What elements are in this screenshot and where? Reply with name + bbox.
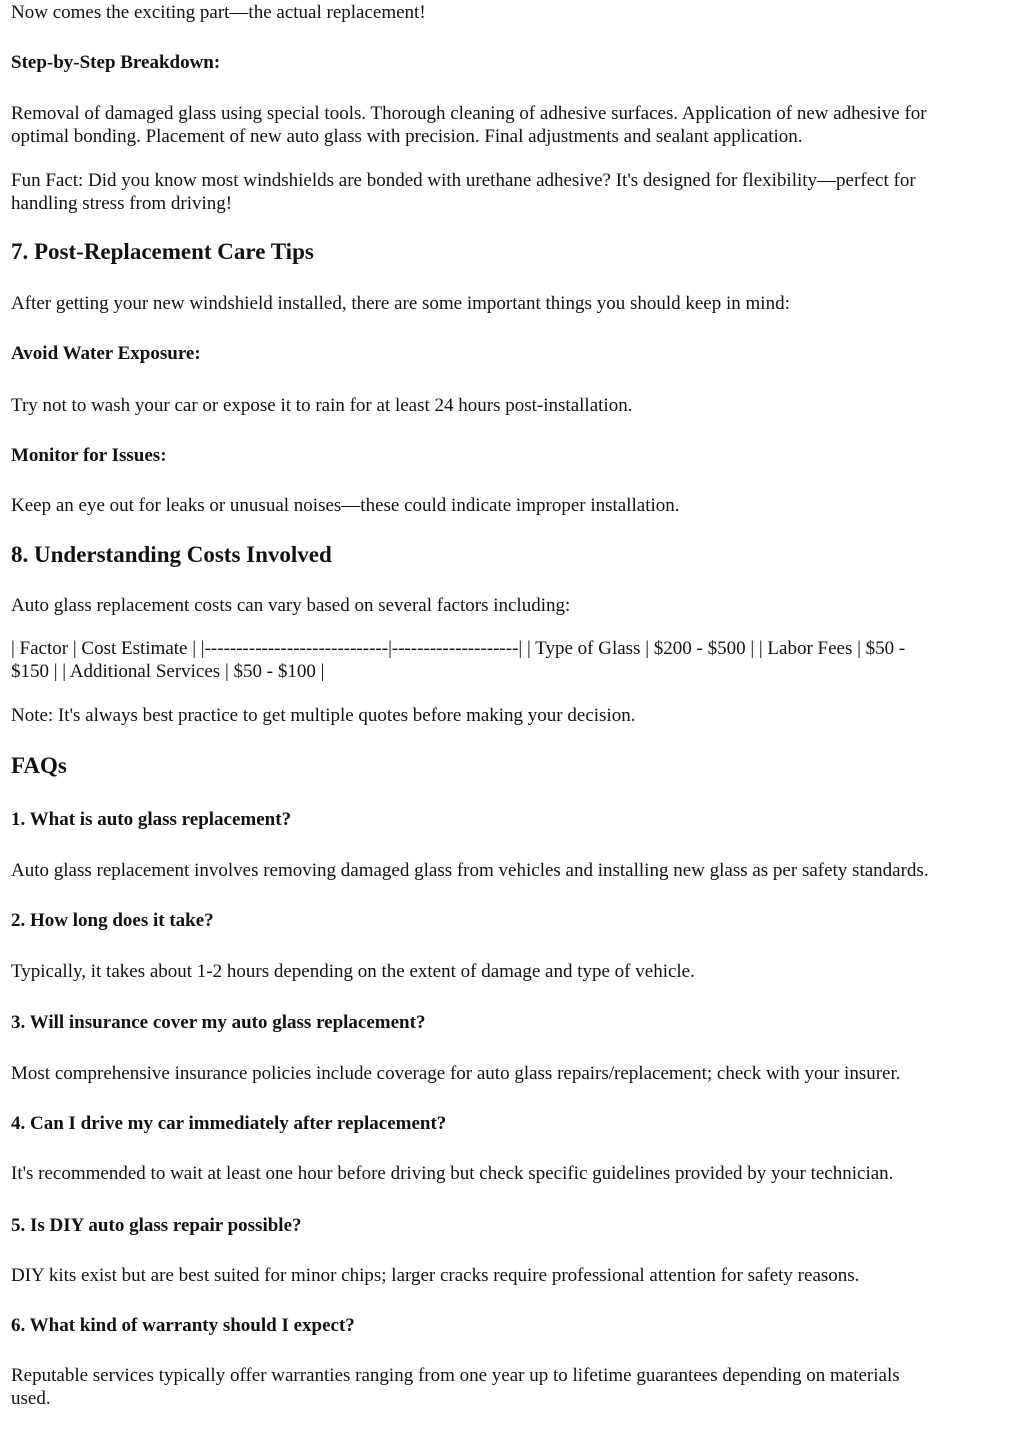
faq-answer-4: It's recommended to wait at least one hour before driving but check specific guidelines provided by your technician. xyxy=(11,1163,894,1184)
faq-answer-5: DIY kits exist but are best suited for minor chips; larger cracks require professional attention for safety reasons. xyxy=(11,1265,860,1286)
faq-answer-2: Typically, it takes about 1-2 hours depending on the extent of damage and type of vehicle. xyxy=(11,961,695,982)
step-text-line-1: Removal of damaged glass using special tools. Thorough cleaning of adhesive surfaces. Application of new adhesive for xyxy=(11,103,927,124)
faq-question-5: 5. Is DIY auto glass repair possible? xyxy=(11,1215,302,1236)
cost-table-text-line-1: | Factor | Cost Estimate | |-----------------------------|--------------------| | Type of Glass | $200 - $500 | | Labor Fees | $50 - xyxy=(11,638,906,659)
faq-question-2: 2. How long does it take? xyxy=(11,910,214,931)
step-by-step-heading: Step-by-Step Breakdown: xyxy=(11,52,221,73)
section-7-intro: After getting your new windshield installed, there are some important things you should keep in mind: xyxy=(11,293,790,314)
monitor-issues-heading: Monitor for Issues: xyxy=(11,445,167,466)
monitor-issues-text: Keep an eye out for leaks or unusual noises—these could indicate improper installation. xyxy=(11,495,680,516)
cost-note: Note: It's always best practice to get multiple quotes before making your decision. xyxy=(11,705,636,726)
faq-answer-6-line-1: Reputable services typically offer warranties ranging from one year up to lifetime guarantees depending on materials xyxy=(11,1365,900,1386)
faq-question-3: 3. Will insurance cover my auto glass replacement? xyxy=(11,1012,426,1033)
step-text-line-2: optimal bonding. Placement of new auto glass with precision. Final adjustments and sealant application. xyxy=(11,126,803,147)
faq-question-4: 4. Can I drive my car immediately after replacement? xyxy=(11,1113,447,1134)
fun-fact-line-1: Fun Fact: Did you know most windshields are bonded with urethane adhesive? It's designed for flexibility—perfect for xyxy=(11,170,916,191)
faq-answer-6-line-2: used. xyxy=(11,1388,51,1409)
fun-fact-line-2: handling stress from driving! xyxy=(11,193,233,214)
intro-paragraph: Now comes the exciting part—the actual replacement! xyxy=(11,2,426,23)
avoid-water-heading: Avoid Water Exposure: xyxy=(11,343,201,364)
section-8-intro: Auto glass replacement costs can vary based on several factors including: xyxy=(11,595,571,616)
faq-question-1: 1. What is auto glass replacement? xyxy=(11,809,292,830)
faq-answer-3: Most comprehensive insurance policies include coverage for auto glass repairs/replacement; check with your insurer. xyxy=(11,1063,901,1084)
section-7-title: 7. Post-Replacement Care Tips xyxy=(11,239,314,264)
faqs-title: FAQs xyxy=(11,753,67,778)
faq-answer-1: Auto glass replacement involves removing damaged glass from vehicles and installing new glass as per safety standards. xyxy=(11,860,929,881)
faq-question-6: 6. What kind of warranty should I expect? xyxy=(11,1315,355,1336)
section-8-title: 8. Understanding Costs Involved xyxy=(11,542,332,567)
avoid-water-text: Try not to wash your car or expose it to rain for at least 24 hours post-installation. xyxy=(11,395,633,416)
cost-table-text-line-2: $150 | | Additional Services | $50 - $100 | xyxy=(11,661,325,682)
